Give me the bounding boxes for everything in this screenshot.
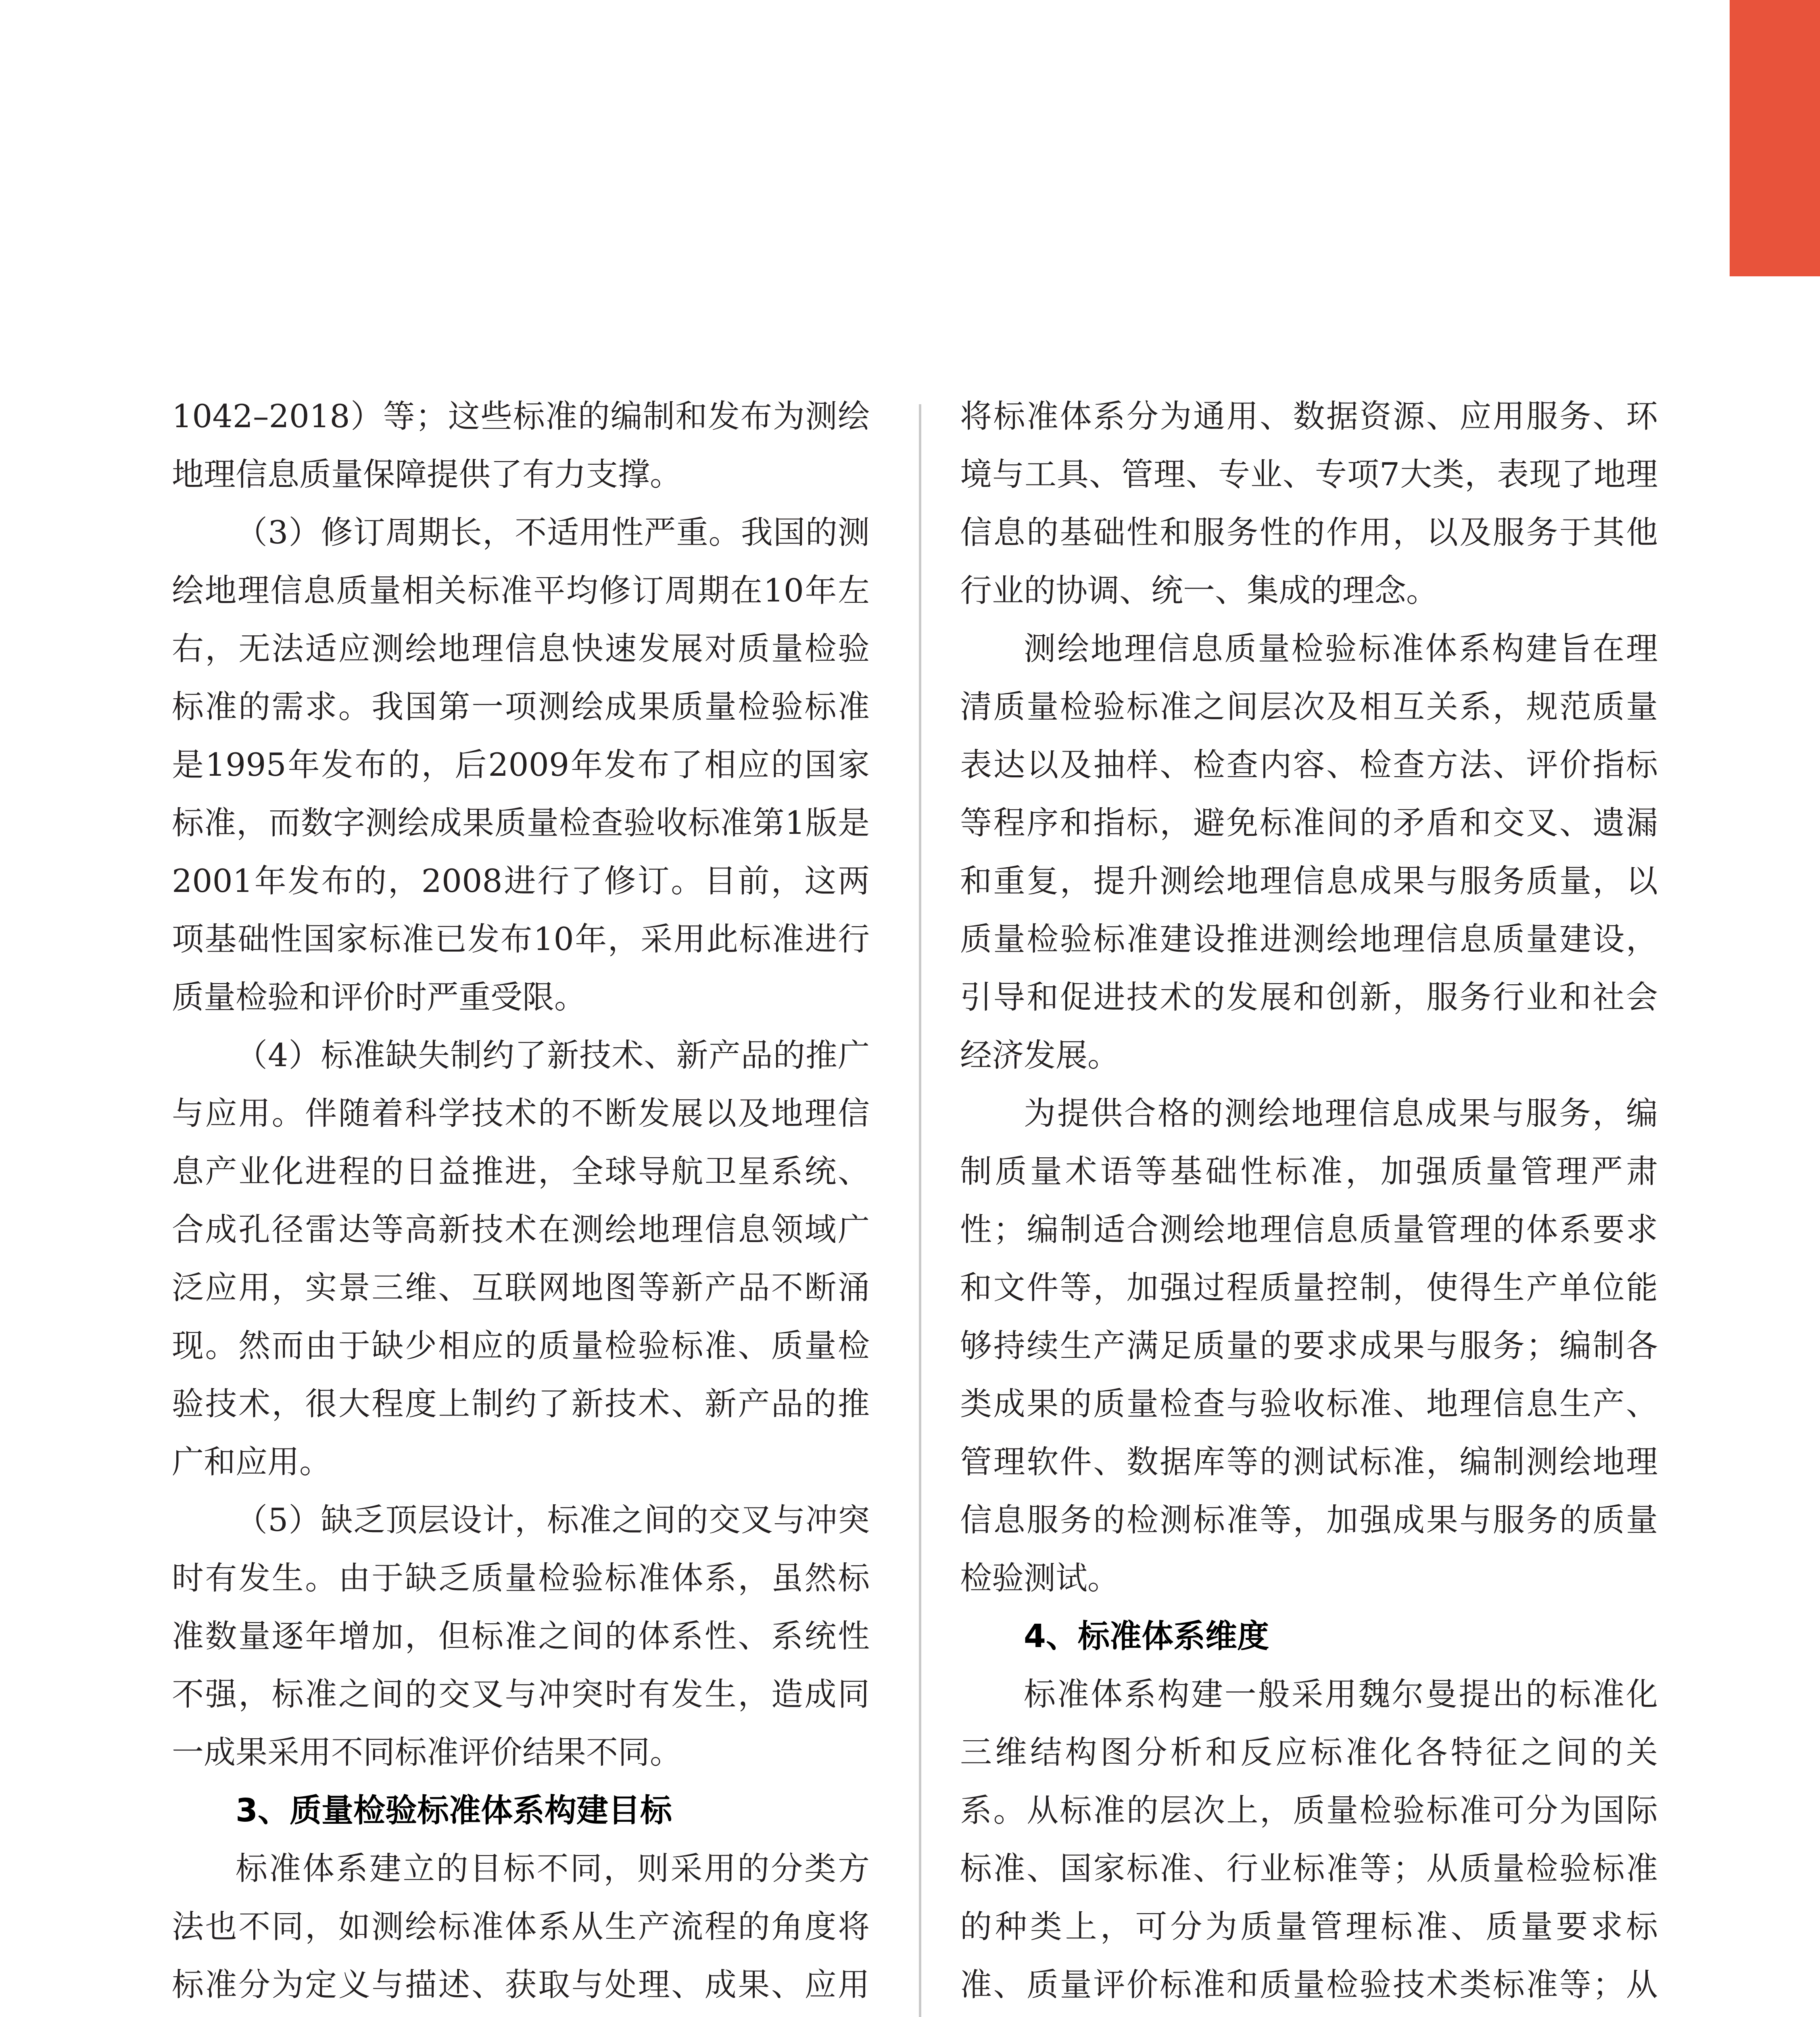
- paragraph: 将标准体系分为通用、数据资源、应用服务、环境与工具、管理、专业、专项7大类，表现了地理信息的基础性和服务性的作用，以及服务于其他行业的协调、统一、集成的理念。: [960, 398, 1658, 609]
- section-heading: 3、质量检验标准体系构建目标: [236, 1792, 672, 1829]
- paragraph: 为提供合格的测绘地理信息成果与服务，编制质量术语等基础性标准，加强质量管理严肃性；编制适合测绘地理信息质量管理的体系要求和文件等，加强过程质量控制，使得生产单位能够持续生产满足质量的要求成果与服务；编制各类成果的质量检查与验收标准、地理信息生产、管理软件、数据库等的测试标准，编制测绘地理信息服务的检测标准等，加强成果与服务的质量检验测试。: [960, 1095, 1658, 1597]
- left-column: [172, 387, 870, 2017]
- paragraph: 1042–2018）等；这些标准的编制和发布为测绘地理信息质量保障提供了有力支撑。: [172, 398, 870, 493]
- paragraph: （4）标准缺失制约了新技术、新产品的推广与应用。伴随着科学技术的不断发展以及地理信息产业化进程的日益推进，全球导航卫星系统、合成孔径雷达等高新技术在测绘地理信息领域广泛应用，实景三维、互联网地图等新产品不断涌现。然而由于缺少相应的质量检验标准、质量检验技术，很大程度上制约了新技术、新产品的推广和应用。: [172, 1037, 870, 1480]
- paragraph: 标准体系构建一般采用魏尔曼提出的标准化三维结构图分析和反应标准化各特征之间的关系。从标准的层次上，质量检验标准可分为国际标准、国家标准、行业标准等；从质量检验标准的种类上，可分为质量管理标准、质量要求标准、质量评价标准和质量检验技术类标准等；从: [960, 1676, 1658, 2003]
- paragraph: 测绘地理信息质量检验标准体系构建旨在理清质量检验标准之间层次及相互关系，规范质量表达以及抽样、检查内容、检查方法、评价指标等程序和指标，避免标准间的矛盾和交叉、遗漏和重复，提升测绘地理信息成果与服务质量，以质量检验标准建设推进测绘地理信息质量建设，引导和促进技术的发展和创新，服务行业和社会经济发展。: [960, 630, 1658, 1074]
- paragraph: （3）修订周期长，不适用性严重。我国的测绘地理信息质量相关标准平均修订周期在10年左右，无法适应测绘地理信息快速发展对质量检验标准的需求。我国第一项测绘成果质量检验标准是1995年发布的，后2009年发布了相应的国家标准，而数字测绘成果质量检查验收标准第1版是2001年发布的，2008进行了修订。目前，这两项基础性国家标准已发布10年，采用此标准进行质量检验和评价时严重受限。: [172, 514, 870, 1016]
- column-divider: [919, 404, 921, 2017]
- section-heading: 4、标准体系维度: [1024, 1618, 1269, 1655]
- paragraph: 标准体系建立的目标不同，则采用的分类方法也不同，如测绘标准体系从生产流程的角度将标准分为定义与描述、获取与处理、成果、应用: [172, 1850, 870, 2003]
- right-column: [960, 387, 1658, 2017]
- paragraph: （5）缺乏顶层设计，标准之间的交叉与冲突时有发生。由于缺乏质量检验标准体系，虽然标准数量逐年增加，但标准之间的体系性、系统性不强，标准之间的交叉与冲突时有发生，造成同一成果采用不同标准评价结果不同。: [172, 1501, 870, 1771]
- chapter-color-tab: [1730, 0, 1820, 276]
